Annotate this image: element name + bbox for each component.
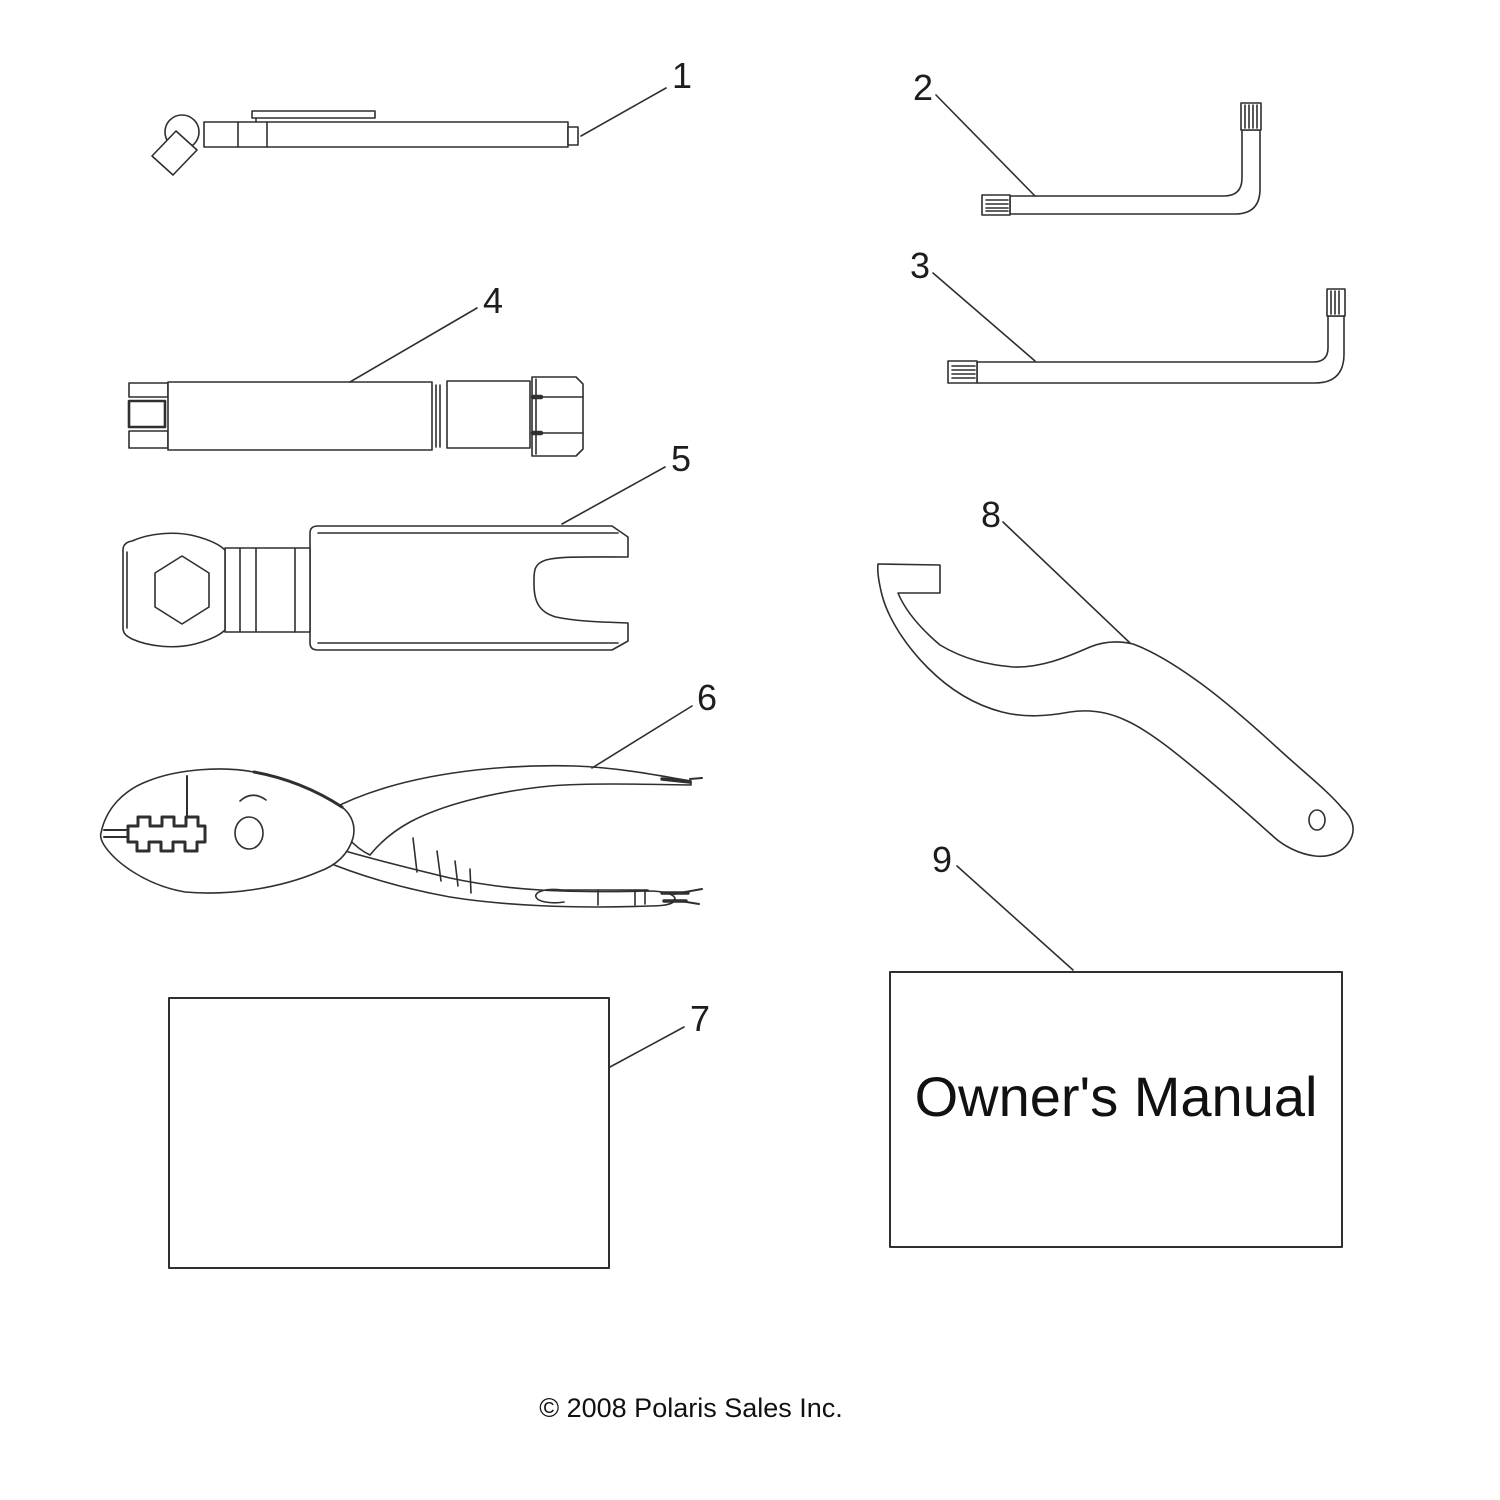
callout-9 — [932, 839, 1073, 970]
spanner-wrench-drawing — [878, 564, 1353, 856]
spark-plug-wrench-drawing — [129, 377, 583, 456]
leader-line-1 — [581, 88, 666, 136]
callout-7 — [610, 998, 710, 1067]
leader-line-2 — [936, 95, 1035, 196]
leader-line-3 — [933, 273, 1035, 361]
callout-8 — [981, 494, 1130, 643]
callout-1-label: 1 — [672, 55, 693, 96]
callout-6-label: 6 — [697, 677, 718, 718]
callout-3-label: 3 — [910, 245, 931, 286]
pliers-drawing — [101, 766, 702, 907]
leader-line-6 — [592, 706, 692, 768]
callout-9-label: 9 — [932, 839, 953, 880]
callout-8-label: 8 — [981, 494, 1002, 535]
owners-manual-drawing — [890, 972, 1342, 1247]
callout-2 — [913, 67, 1035, 196]
callout-3 — [910, 245, 1035, 361]
reference-card-drawing — [169, 998, 609, 1268]
stamped-wrench-drawing — [123, 526, 628, 650]
callout-4-label: 4 — [483, 280, 504, 321]
copyright-text: © 2008 Polaris Sales Inc. — [539, 1393, 843, 1423]
torx-wrench-long-drawing — [948, 289, 1345, 383]
callout-4 — [350, 280, 503, 382]
tire-pressure-gauge-drawing — [152, 111, 578, 175]
callout-6 — [592, 677, 717, 768]
owners-manual-title: Owner's Manual — [914, 1065, 1318, 1128]
leader-line-7 — [610, 1027, 684, 1067]
leader-line-9 — [957, 866, 1073, 970]
callout-5-label: 5 — [671, 438, 692, 479]
callout-1 — [581, 55, 692, 136]
callout-7-label: 7 — [690, 998, 711, 1039]
leader-line-8 — [1003, 522, 1130, 643]
callout-2-label: 2 — [913, 67, 934, 108]
leader-line-4 — [350, 308, 477, 382]
leader-line-5 — [562, 467, 665, 524]
torx-wrench-short-drawing — [982, 103, 1261, 215]
